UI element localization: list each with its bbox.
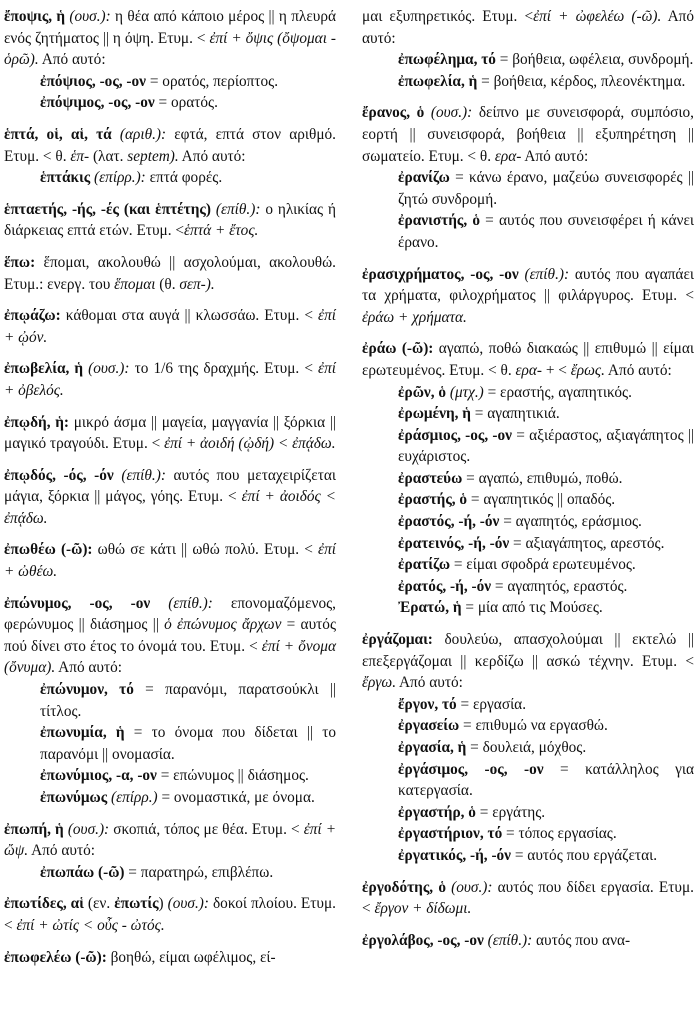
definition-text: σκοπιά, τόπος με θέα. Ετυμ. <	[109, 820, 304, 838]
definition-text: επονομαζόμενος, φερώνυμος || διάσημος ||	[4, 594, 336, 634]
italic-text: ἐπί + ᾠόν.	[4, 307, 336, 346]
definition-text: Από αυτό:	[396, 674, 463, 692]
italic-text: ἐπί + ὄψις (ὄψομαι - ὁρῶ).	[4, 29, 336, 69]
definition-text: ωθώ σε κάτι || ωθώ πολύ. Ετυμ. <	[92, 541, 319, 559]
definition-text: + <	[542, 361, 571, 379]
dictionary-entry	[362, 264, 694, 329]
headword: ἐπῳδός, -ός, -όν	[4, 466, 122, 484]
headword: ἐργάζομαι:	[362, 631, 433, 649]
italic-text: ἐπί + ὠθέω.	[4, 541, 336, 581]
derived-entry	[4, 765, 336, 787]
italic-text: (επίρρ.)	[111, 789, 158, 806]
definition-text: αυτός που ανα-	[532, 931, 631, 949]
derived-headword: ἐραστεύω	[398, 469, 463, 487]
definition-text: = μία από τις Μούσες.	[461, 599, 603, 617]
definition-text: η θέα από κάποιο μέρος || η πλευρά ενός ζητήματος || η όψη. Ετυμ. <	[4, 8, 336, 47]
italic-text: ἑπ-	[70, 147, 90, 165]
definition-text: )	[158, 895, 168, 913]
definition-text: = το όνομα που δίδεται || το παρανόμι || ονομασία.	[40, 724, 337, 763]
entry-definition	[362, 102, 694, 167]
entry-definition	[4, 412, 336, 455]
italic-text: (ουσ.):	[167, 895, 209, 913]
derived-headword: ἐρανιστής, ὁ	[398, 212, 480, 230]
dictionary-entry	[4, 539, 336, 582]
derived-headword: ἔργον, τό	[398, 695, 457, 713]
definition-text: = αυτός που συνεισφέρει ή κάνει έρανο.	[398, 212, 694, 251]
definition-text: = επιθυμώ να εργασθώ.	[459, 717, 608, 735]
italic-text: (ουσ.):	[451, 878, 493, 896]
derived-headword: ἐραστός, -ή, -όν	[398, 513, 500, 531]
derived-entry	[4, 71, 336, 93]
italic-text: ὁ ἐπώνυμος ἄρχων	[164, 616, 282, 634]
definition-text: = αγαπητικιά.	[470, 405, 560, 423]
derived-headword: ἐπωνύμως	[40, 789, 112, 806]
derived-entry	[362, 845, 694, 867]
derived-headword: ἐργασία, ἡ	[398, 739, 467, 756]
definition-text: = εργασία.	[456, 695, 527, 713]
entry-definition	[4, 124, 336, 167]
derived-entry	[362, 576, 694, 598]
derived-headword: ἐπόψιμος, -ος, -ον	[40, 94, 155, 112]
definition-text: = αγαπητός, εράσμιος.	[499, 513, 642, 531]
definition-text: Από αυτό:	[178, 147, 246, 165]
definition-text: αυτός που αγαπάει τα χρήματα, φιλοχρήματος || φιλάργυρος. Ετυμ. <	[362, 265, 694, 305]
italic-text: septem).	[127, 147, 179, 165]
definition-text: = αγαπητικός || οπαδός.	[467, 491, 616, 509]
entry-definition	[4, 6, 336, 71]
derived-headword: ἐρανίζω	[398, 169, 450, 187]
definition-text: Από αυτό:	[55, 659, 123, 677]
entry-definition	[4, 593, 336, 679]
entry-definition	[4, 252, 336, 295]
derived-headword: ἐπωνυμία, ἡ	[40, 724, 125, 742]
definition-text: = είμαι σφοδρά ερωτευμένος.	[450, 556, 636, 574]
headword: ἐπωθέω (-ῶ):	[4, 541, 93, 559]
italic-text: (μτχ.)	[449, 383, 484, 401]
headword: ἐπωτίδες, αἱ	[4, 895, 84, 913]
dictionary-entry	[4, 819, 336, 884]
dictionary-entry	[4, 412, 336, 455]
entry-definition	[4, 819, 336, 862]
derived-entry	[362, 382, 694, 404]
definition-text: Από αυτό:	[521, 147, 589, 165]
definition-text: δουλεύω, απασχολούμαι || εκτελώ || επεξεργάζομαι || κερδίζω || ασκώ τέχνην. Ετυμ. <	[362, 631, 694, 670]
definition-text: = αυτός πού δίνει στο έτος το όνομά του. Ετυμ. <	[4, 616, 336, 655]
derived-entry	[362, 554, 694, 576]
entry-definition	[362, 6, 694, 49]
italic-text: ἔργω.	[362, 674, 397, 692]
entry-definition	[362, 264, 694, 329]
derived-entry	[362, 737, 694, 759]
definition-text: = ονομαστικά, με όνομα.	[157, 789, 315, 806]
derived-headword: ἐργασείω	[398, 717, 460, 735]
derived-entry	[362, 802, 694, 824]
definition-text: = κάνω έρανο, μαζεύω συνεισφορές || ζητώ συνδρομή.	[398, 169, 694, 208]
derived-entry	[4, 787, 336, 809]
definition-text: Από αυτό:	[604, 361, 672, 379]
headword: ἐργοδότης, ὁ	[362, 878, 452, 896]
dictionary-entry	[4, 593, 336, 809]
entry-definition	[362, 930, 694, 952]
definition-text: = αξιαγάπητος, αρεστός.	[509, 534, 665, 552]
entry-definition	[362, 338, 694, 381]
italic-text: ἐπί + ὀβελός.	[4, 360, 336, 399]
derived-entry	[4, 722, 336, 765]
headword: ἐρασιχρήματος, -ος, -ον	[362, 265, 525, 283]
definition-text: (εν.	[83, 895, 115, 913]
italic-text: (επίθ.):	[215, 200, 261, 218]
dictionary-entry	[362, 629, 694, 867]
definition-text: Από αυτό:	[362, 8, 694, 47]
dictionary-entry	[4, 6, 336, 114]
italic-text: (ουσ.):	[430, 104, 473, 122]
derived-headword: ἑπτάκις	[40, 169, 95, 187]
definition-text: αυτός που δίδει εργασία. Ετυμ. <	[362, 878, 694, 918]
dictionary-entry	[4, 124, 336, 189]
derived-headword: ἐράσμιος, -ος, -ον	[398, 426, 513, 444]
dictionary-entry	[4, 305, 336, 348]
definition-text: αυτός που μεταχειρίζεται μάγια, ξόρκια || μάγος, γόης. Ετυμ. <	[4, 466, 336, 506]
derived-entry	[362, 511, 694, 533]
definition-text: = επώνυμος || διάσημος.	[156, 767, 309, 785]
derived-headword: ἐπωφελία, ἡ	[398, 72, 478, 90]
derived-entry	[362, 823, 694, 845]
headword: ἐπῳδή, ἡ:	[4, 413, 70, 431]
left-column	[4, 6, 336, 978]
derived-entry	[362, 715, 694, 737]
derived-headword: ἐπωνύμιος, -α, -ον	[40, 767, 157, 785]
entry-definition	[4, 358, 336, 401]
derived-headword: ἐρῶν, ὁ	[398, 383, 450, 401]
italic-text: (ουσ.):	[69, 8, 111, 25]
definition-text: = βοήθεια, ωφέλεια, συνδρομή.	[495, 51, 694, 69]
dictionary-entry	[4, 947, 336, 969]
italic-text: ἐράω + χρήματα.	[362, 308, 467, 326]
derived-entry	[362, 167, 694, 210]
italic-text: ἐπί + ἀοιδός < ἐπᾴδω.	[4, 488, 336, 527]
headword: ἐπωβελία, ἡ	[4, 360, 89, 378]
italic-text: σεπ-).	[179, 275, 215, 293]
headword: ἔποψις, ἡ	[4, 8, 70, 25]
entry-definition	[4, 305, 336, 348]
entry-definition	[4, 199, 336, 242]
derived-headword: ἐπώνυμον, τό	[40, 681, 134, 699]
derived-entry	[4, 679, 336, 722]
definition-text: το 1/6 της δραχμής. Ετυμ. <	[129, 360, 319, 378]
derived-headword: ἐρατίζω	[398, 556, 451, 574]
italic-text: ερα-	[515, 361, 543, 379]
derived-headword: ἐργαστήρ, ὁ	[398, 803, 476, 821]
definition-text: ἕπομαι, ακολουθώ || ασχολούμαι, ακολουθώ. Ετυμ.: ενεργ. του	[4, 253, 336, 293]
italic-text: ἔρως.	[570, 361, 605, 379]
derived-entry	[362, 210, 694, 253]
derived-headword: ἐργατικός, -ή, -όν	[398, 846, 512, 864]
definition-text: = δουλειά, μόχθος.	[466, 739, 587, 756]
derived-entry	[362, 71, 694, 93]
derived-entry	[4, 92, 336, 114]
derived-entry	[362, 49, 694, 71]
italic-text: ἔργον + δίδωμι.	[374, 900, 472, 918]
dictionary-entry	[362, 930, 694, 952]
italic-text: ἕπομαι	[114, 275, 156, 293]
derived-entry	[362, 759, 694, 802]
derived-entry	[4, 862, 336, 884]
right-column	[362, 6, 694, 961]
italic-text: (επίρρ.):	[94, 169, 146, 187]
definition-text: αγαπώ, ποθώ διακαώς || επιθυμώ || είμαι ερωτευμένος. Ετυμ. < θ.	[362, 340, 694, 379]
headword: ἐπωπή, ἡ	[4, 820, 68, 838]
definition-text: = τόπος εργασίας.	[502, 825, 617, 843]
derived-headword: ἐπωπάω (-ῶ)	[40, 863, 125, 881]
entry-definition	[4, 539, 336, 582]
dictionary-entry	[4, 358, 336, 401]
definition-text: επτά φορές.	[145, 169, 223, 187]
definition-text: = παρανόμι, παρατσούκλι || τίτλος.	[40, 681, 336, 720]
derived-entry	[4, 167, 336, 189]
entry-definition	[4, 465, 336, 530]
dictionary-entry	[362, 6, 694, 92]
definition-text: = εραστής, αγαπητικός.	[483, 383, 632, 401]
italic-text: ἐπί + ὤψ.	[4, 820, 337, 860]
definition-text: = εργάτης.	[475, 803, 546, 821]
definition-text: Από αυτό:	[38, 51, 106, 69]
derived-headword: ἐργαστήριον, τό	[398, 825, 503, 843]
derived-headword: ἐρατός, -ή, -όν	[398, 577, 492, 595]
derived-headword: ἐρατεινός, -ή, -όν	[398, 534, 510, 552]
italic-text: ἐπί + ὠτίς < οὖς - ὠτός.	[16, 916, 165, 934]
definition-text: μαι εξυπηρετικός. Ετυμ. <	[362, 8, 534, 25]
italic-text: (επίθ.):	[168, 594, 213, 612]
dictionary-entry	[4, 252, 336, 295]
headword: ἐπωτίς	[114, 895, 159, 913]
definition-text: = αξιέραστος, αξιαγάπητος || ευχάριστος.	[398, 426, 694, 466]
definition-text: δείπνο με συνεισφορά, συμπόσιο, εορτή || συνεισφορά, βοήθεια || εξυπηρέτηση || σωματείο. Ετυμ. < θ.	[362, 104, 694, 165]
definition-text: μικρό άσμα || μαγεία, μαγγανία || ξόρκια || μαγικό τραγούδι. Ετυμ. <	[4, 413, 336, 453]
dictionary-entry	[4, 893, 336, 936]
dictionary-entry	[362, 877, 694, 920]
definition-text: ο ηλικίας ή διάρκειας επτά ετών. Ετυμ. <	[4, 200, 336, 240]
entry-definition	[362, 877, 694, 920]
derived-headword: ἐραστής, ὁ	[398, 491, 468, 509]
entry-definition	[362, 629, 694, 694]
entry-definition	[4, 893, 336, 936]
derived-headword: Ἐρατώ, ἡ	[398, 599, 462, 617]
italic-text: ἐπί + ἀοιδή (ᾠδή) < ἐπᾴδω.	[164, 435, 336, 453]
italic-text: (ουσ.):	[67, 820, 110, 838]
headword: ἐργολάβος, -ος, -ον	[362, 931, 488, 949]
italic-text: (επίθ.):	[524, 265, 570, 283]
derived-entry	[362, 597, 694, 619]
definition-text: = αγαπώ, επιθυμώ, ποθώ.	[462, 469, 623, 487]
dictionary-entry	[362, 338, 694, 619]
headword: ἔρανος, ὁ	[362, 104, 431, 122]
italic-text: ἐπί + ὄνομα (ὄνυμα).	[4, 637, 336, 677]
headword: ἐπώνυμος, -ος, -ον	[4, 594, 169, 612]
dictionary-entry	[4, 199, 336, 242]
definition-text: = κατάλληλος για κατεργασία.	[398, 760, 695, 800]
italic-text: (επίθ.):	[121, 466, 166, 484]
derived-headword: ἐργάσιμος, -ος, -ον	[398, 760, 544, 778]
definition-text: = ορατός.	[154, 94, 218, 112]
dictionary-entry	[4, 465, 336, 530]
definition-text: = ορατός, περίοπτος.	[146, 72, 279, 90]
derived-headword: ἐπωφέλημα, τό	[398, 51, 496, 69]
headword: ἑπτά, οἱ, αἱ, τά	[4, 125, 120, 143]
definition-text: κάθομαι στα αυγά || κλωσσάω. Ετυμ. <	[60, 307, 319, 325]
derived-entry	[362, 533, 694, 555]
definition-text: (λατ.	[89, 147, 128, 165]
definition-text: Από αυτό:	[28, 842, 95, 860]
dictionary-entry	[362, 102, 694, 253]
definition-text: = παρατηρώ, επιβλέπω.	[124, 863, 274, 881]
definition-text: (θ.	[155, 275, 180, 293]
italic-text: (επίθ.):	[487, 931, 533, 949]
definition-text: δοκοί πλοίου. Ετυμ. <	[4, 895, 336, 934]
headword: ἕπω:	[4, 253, 36, 271]
entry-definition	[4, 947, 336, 969]
definition-text: βοηθώ, είμαι ωφέλιμος, εί-	[106, 948, 276, 966]
headword: ἐπῳάζω:	[4, 307, 61, 325]
headword: ἐπωφελέω (-ῶ):	[4, 948, 107, 966]
definition-text: εφτά, επτά στον αριθμό. Ετυμ. < θ.	[4, 125, 336, 165]
italic-text: ερα-	[494, 147, 522, 165]
headword: ἑπταετής, -ής, -ές (και ἑπτέτης)	[4, 200, 216, 218]
definition-text: = αυτός που εργάζεται.	[511, 846, 658, 864]
definition-text: = αγαπητός, εραστός.	[491, 577, 628, 595]
derived-headword: ἐρωμένη, ἡ	[398, 405, 471, 423]
headword: ἐράω (-ῶ):	[362, 340, 434, 358]
derived-entry	[362, 694, 694, 716]
italic-text: (αριθ.):	[119, 125, 167, 143]
derived-entry	[362, 403, 694, 425]
definition-text: = βοήθεια, κέρδος, πλεονέκτημα.	[477, 72, 686, 90]
italic-text: ἐπί + ὠφελέω (-ῶ).	[533, 8, 662, 25]
italic-text: ἑπτά + ἔτος.	[184, 222, 259, 240]
derived-headword: ἐπόψιος, -ος, -ον	[40, 72, 147, 90]
derived-entry	[362, 468, 694, 490]
derived-entry	[362, 425, 694, 468]
italic-text: (ουσ.):	[88, 360, 130, 378]
derived-entry	[362, 489, 694, 511]
